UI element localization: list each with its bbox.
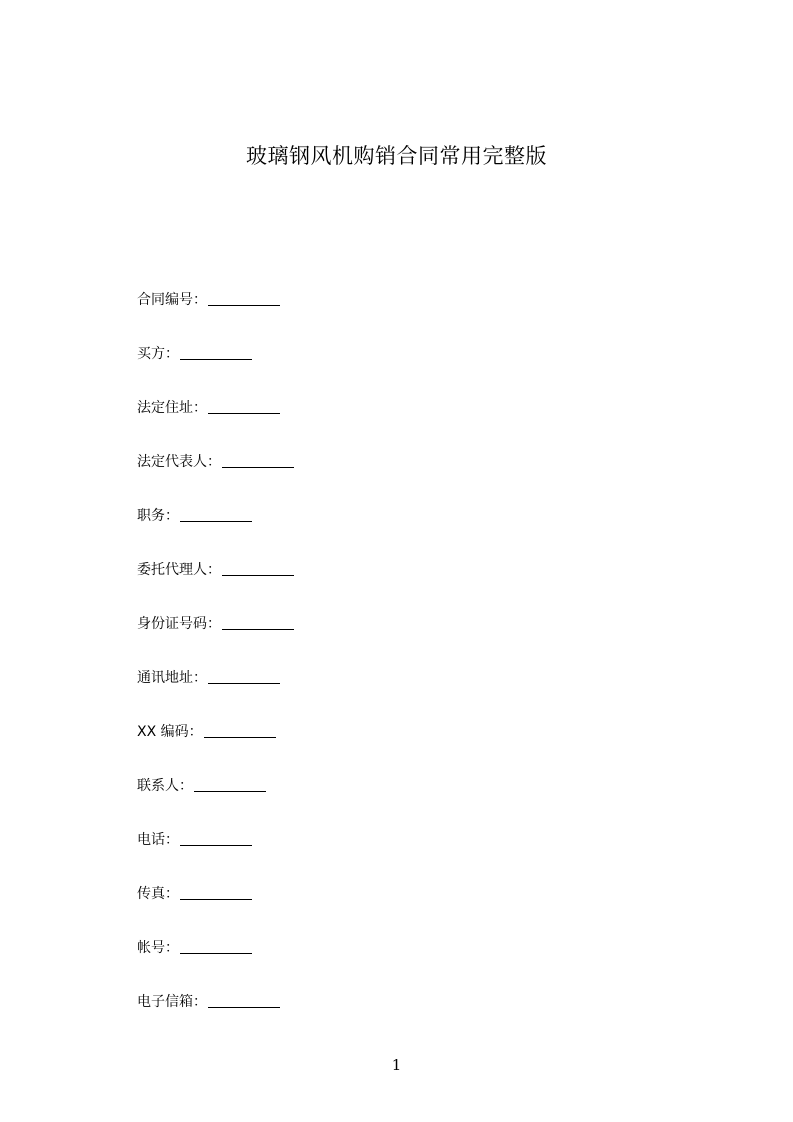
field-label: 法定代表人： [137, 454, 221, 470]
blank-line [180, 505, 252, 522]
contract-fields [137, 288, 697, 1044]
field-buyer [137, 342, 697, 396]
field-account [137, 936, 697, 990]
blank-line [204, 721, 276, 738]
blank-line [208, 289, 280, 306]
blank-line [194, 775, 266, 792]
blank-line [180, 343, 252, 360]
field-mailing-address [137, 666, 697, 720]
field-label: 传真： [137, 886, 179, 902]
field-postal-code [137, 720, 697, 774]
page-number: 1 [391, 1056, 402, 1074]
field-label: 电子信箱： [137, 994, 207, 1010]
field-label: 委托代理人： [137, 562, 221, 578]
blank-line [208, 991, 280, 1008]
field-email [137, 990, 697, 1044]
blank-line [222, 451, 294, 468]
field-label: XX 编码： [137, 724, 203, 740]
field-label: 电话： [137, 832, 179, 848]
blank-line [222, 613, 294, 630]
blank-line [180, 937, 252, 954]
field-label: 职务： [137, 508, 179, 524]
field-label: 通讯地址： [137, 670, 207, 686]
field-label: 法定住址： [137, 400, 207, 416]
field-label: 合同编号： [137, 292, 207, 308]
field-phone [137, 828, 697, 882]
field-label: 买方： [137, 346, 179, 362]
field-legal-address [137, 396, 697, 450]
field-position [137, 504, 697, 558]
blank-line [180, 829, 252, 846]
blank-line [208, 397, 280, 414]
field-contact-person [137, 774, 697, 828]
field-legal-representative [137, 450, 697, 504]
field-authorized-agent [137, 558, 697, 612]
document-title: 玻璃钢风机购销合同常用完整版 [246, 144, 547, 168]
field-label: 联系人： [137, 778, 193, 794]
field-label: 帐号： [137, 940, 179, 956]
field-fax [137, 882, 697, 936]
field-label: 身份证号码： [137, 616, 221, 632]
blank-line [180, 883, 252, 900]
blank-line [222, 559, 294, 576]
field-id-number [137, 612, 697, 666]
blank-line [208, 667, 280, 684]
field-contract-number [137, 288, 697, 342]
